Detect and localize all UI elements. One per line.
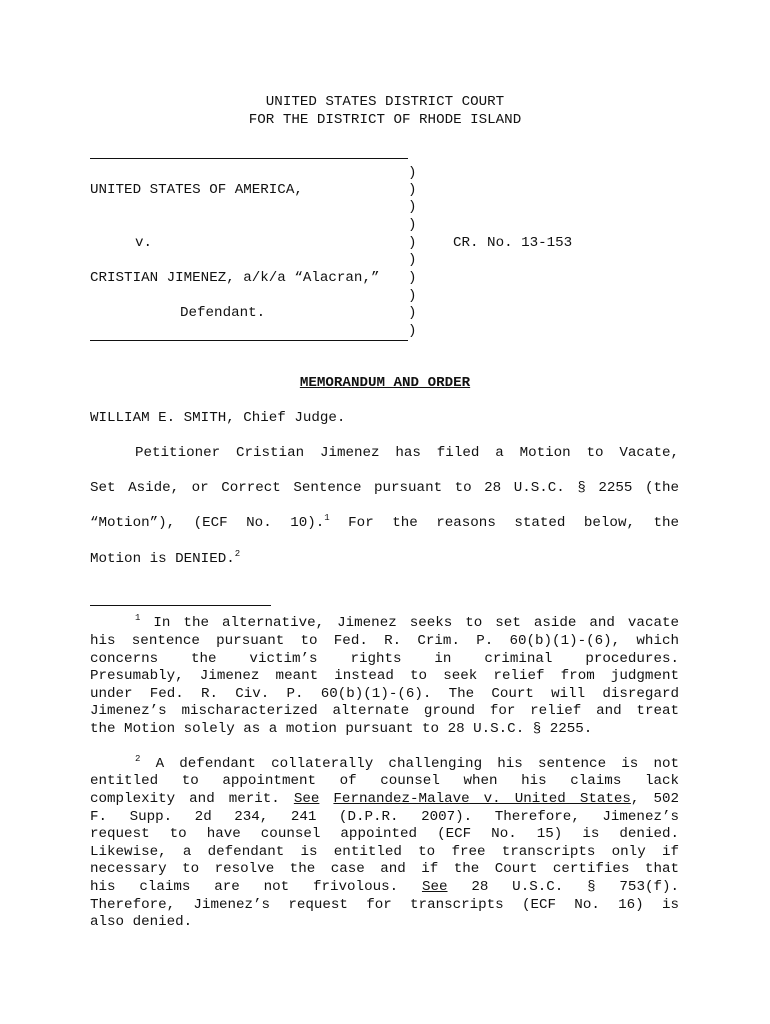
judge-line: WILLIAM E. SMITH, Chief Judge.	[90, 410, 346, 426]
footnote-line: concerns the victim’s rights in criminal procedures.	[90, 651, 679, 667]
body-text: “Motion”), (ECF No. 10).	[90, 515, 325, 531]
caption-versus: v.	[135, 235, 153, 251]
caption-paren: )	[408, 270, 417, 286]
body-text: For the reasons stated below, the	[348, 515, 679, 531]
footnote-line: Likewise, a defendant is entitled to free transcripts only if	[90, 844, 679, 860]
caption-paren: )	[408, 288, 417, 304]
footnote-line	[135, 756, 679, 774]
memorandum-title: MEMORANDUM AND ORDER	[299, 375, 471, 391]
footnote-line	[135, 615, 679, 633]
caption-paren: )	[408, 199, 417, 215]
footnote-line: Presumably, Jimenez meant instead to seek relief from judgment	[90, 668, 679, 684]
body-line	[90, 551, 240, 568]
caption-paren: )	[408, 182, 417, 198]
footnote-line: request to have counsel appointed (ECF No. 15) is denied.	[90, 826, 679, 842]
footnote-marker: 1	[135, 613, 141, 623]
footnote-line	[90, 879, 679, 897]
footnote-line: his sentence pursuant to Fed. R. Crim. P. 60(b)(1)-(6), which	[90, 633, 679, 649]
footnote-ref-1[interactable]: 1	[324, 513, 330, 523]
footnote-marker: 2	[135, 754, 141, 764]
see-signal: See	[293, 791, 320, 807]
body-text: Motion is DENIED.	[90, 551, 235, 567]
caption-defendant-label: Defendant.	[180, 305, 266, 321]
footnote-text: In the alternative, Jimenez seeks to set aside and vacate	[153, 615, 680, 631]
caption-paren: )	[408, 217, 417, 233]
footnote-line: necessary to resolve the case and if the Court certifies that	[90, 861, 679, 877]
caption-paren: )	[408, 235, 417, 251]
caption-paren: )	[408, 305, 417, 321]
footnote-line: entitled to appointment of counsel when his claims lack	[90, 773, 679, 789]
body-line	[90, 515, 679, 533]
footnote-text: A defendant collaterally challenging his sentence is not	[155, 756, 680, 772]
caption-defendant-name: CRISTIAN JIMENEZ, a/k/a “Alacran,”	[90, 270, 380, 286]
caption-bottom-rule	[90, 340, 408, 341]
caption-paren: )	[408, 323, 417, 339]
footnote-line: Jimenez’s mischaracterized alternate ground for relief and treat	[90, 703, 679, 719]
footnote-separator	[90, 605, 271, 606]
footnote-text: complexity and merit.	[90, 791, 280, 807]
footnote-line: Therefore, Jimenez’s request for transcripts (ECF No. 16) is	[90, 897, 679, 913]
footnote-ref-2[interactable]: 2	[234, 549, 241, 559]
caption-plaintiff: UNITED STATES OF AMERICA,	[90, 182, 303, 198]
caption-paren: )	[408, 165, 417, 181]
body-line: Set Aside, or Correct Sentence pursuant to 28 U.S.C. § 2255 (the	[90, 480, 679, 496]
see-signal: See	[421, 879, 448, 895]
court-district: FOR THE DISTRICT OF RHODE ISLAND	[248, 112, 522, 128]
caption-paren: )	[408, 252, 417, 268]
body-line: Petitioner Cristian Jimenez has filed a Motion to Vacate,	[135, 445, 679, 461]
footnote-line: also denied.	[90, 914, 193, 930]
footnote-line	[90, 791, 679, 809]
case-citation-link[interactable]: Fernandez-Malave v. United States	[333, 791, 631, 807]
footnote-text: his claims are not frivolous.	[90, 879, 399, 895]
court-name: UNITED STATES DISTRICT COURT	[265, 94, 505, 110]
footnote-line: the Motion solely as a motion pursuant to 28 U.S.C. § 2255.	[90, 721, 593, 737]
footnote-text: , 502	[630, 791, 680, 807]
footnote-text: 28 U.S.C. § 753(f).	[471, 879, 680, 895]
footnote-line: under Fed. R. Civ. P. 60(b)(1)-(6). The Court will disregard	[90, 686, 679, 702]
caption-top-rule	[90, 158, 408, 159]
footnote-line: F. Supp. 2d 234, 241 (D.P.R. 2007). Therefore, Jimenez’s	[90, 809, 679, 825]
case-number: CR. No. 13-153	[453, 235, 573, 251]
